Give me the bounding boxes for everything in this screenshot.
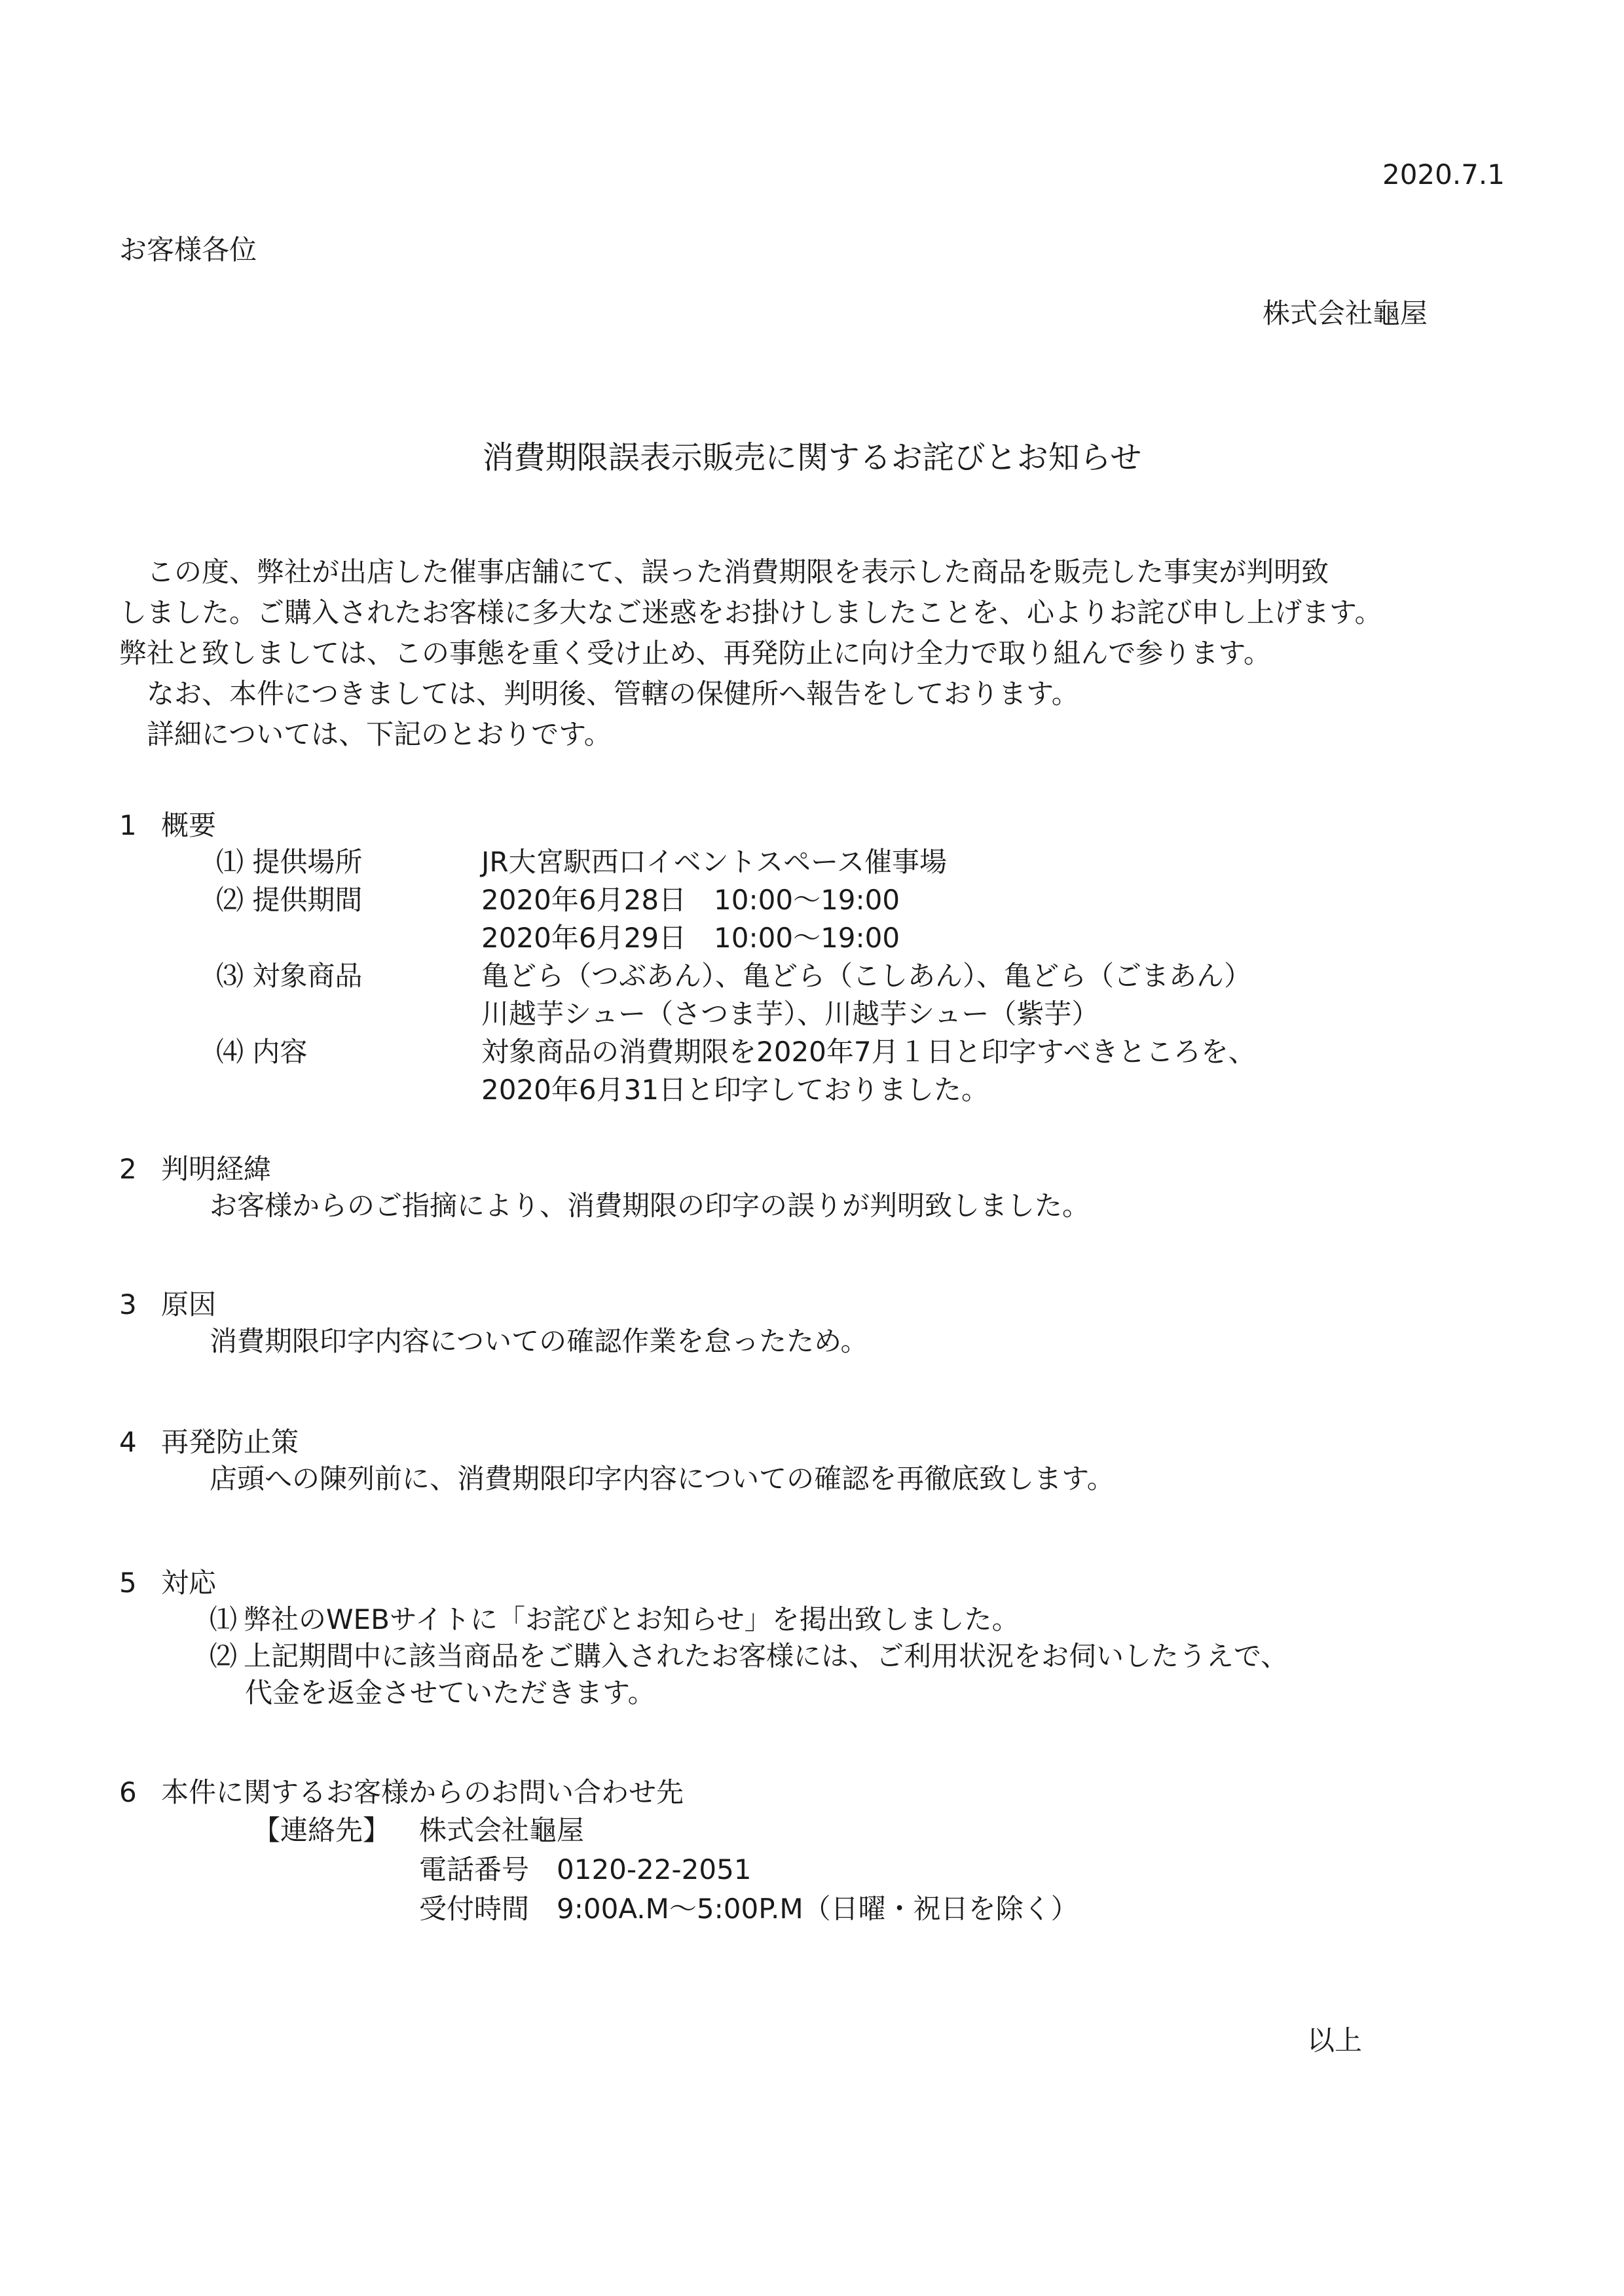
contact-hours: 受付時間 9:00A.M〜5:00P.M（日曜・祝日を除く） <box>419 1893 1079 1925</box>
document-title: 消費期限誤表示販売に関するお詫びとお知らせ <box>482 439 1142 476</box>
section-heading <box>119 1424 1115 1461</box>
response-item-2 <box>119 1638 1288 1675</box>
overview-row-products <box>119 958 1252 996</box>
section-title: 原因 <box>161 1288 217 1321</box>
intro-line: 弊社と致しましては、この事態を重く受け止め、再発防止に向け全力で取り組んで参ります。 <box>119 637 1271 669</box>
row-label: ⑵ 提供期間 <box>216 884 363 916</box>
section-title: 概要 <box>161 809 217 841</box>
section-number: 2 <box>119 1153 137 1185</box>
section-title: 対応 <box>161 1567 217 1599</box>
overview-row-period-cont <box>119 920 900 958</box>
addressee: お客様各位 <box>119 234 257 266</box>
row-value: 川越芋シュー（さつま芋）、川越芋シュー（紫芋） <box>481 998 1099 1030</box>
overview-row-period <box>119 882 900 920</box>
row-value: 亀どら（つぶあん）、亀どら（こしあん）、亀どら（ごまあん） <box>481 960 1252 992</box>
section-number: 3 <box>119 1288 137 1321</box>
section-heading <box>119 1286 868 1323</box>
overview-row-content-cont <box>119 1072 989 1110</box>
overview-row-place <box>119 844 948 882</box>
section-prevention <box>119 1424 1115 1497</box>
item-number: ⑴ <box>210 1603 238 1635</box>
section-title: 判明経緯 <box>161 1153 272 1185</box>
item-text: 弊社のWEBサイトに「お詫びとお知らせ」を掲出致しました。 <box>244 1603 1020 1635</box>
row-value: JR大宮駅西口イベントスペース催事場 <box>481 846 948 878</box>
section-title: 再発防止策 <box>161 1426 299 1458</box>
section-heading <box>119 1565 1288 1601</box>
section-number: 1 <box>119 809 137 841</box>
intro-line: しました。ご購入されたお客様に多大なご迷惑をお掛けしましたことを、心よりお詫び申し上げます。 <box>119 596 1382 629</box>
row-value: 対象商品の消費期限を2020年7月１日と印字すべきところを、 <box>481 1036 1256 1068</box>
response-item-2-cont: 代金を返金させていただきます。 <box>245 1677 655 1709</box>
item-number: ⑵ <box>210 1640 238 1672</box>
section-body: 店頭への陳列前に、消費期限印字内容についての確認を再徹底致します。 <box>210 1463 1115 1495</box>
section-discovery <box>119 1151 1090 1224</box>
contact-label: 【連絡先】 <box>253 1814 391 1846</box>
sender-company: 株式会社龜屋 <box>1262 297 1428 329</box>
section-heading <box>119 1774 684 1811</box>
item-text: 上記期間中に該当商品をご購入されたお客様には、ご利用状況をお伺いしたうえで、 <box>244 1640 1289 1672</box>
section-heading <box>119 1151 1090 1188</box>
section-overview <box>119 807 1256 1110</box>
contact-name-row <box>119 1811 684 1850</box>
section-number: 4 <box>119 1426 137 1458</box>
contact-phone-row <box>119 1850 752 1889</box>
contact-hours-row <box>119 1889 1079 1929</box>
section-response <box>119 1565 1288 1711</box>
contact-phone: 電話番号 0120-22-2051 <box>419 1853 752 1886</box>
row-label: ⑴ 提供場所 <box>216 846 363 878</box>
section-number: 6 <box>119 1776 137 1808</box>
section-cause <box>119 1286 868 1360</box>
overview-row-content <box>119 1034 1256 1072</box>
closing-mark: 以上 <box>1306 2024 1362 2056</box>
section-title: 本件に関するお客様からのお問い合わせ先 <box>161 1776 684 1808</box>
overview-row-products-cont <box>119 996 1099 1034</box>
document-date: 2020.7.1 <box>1382 158 1505 191</box>
row-label: ⑶ 対象商品 <box>216 960 363 992</box>
intro-line: なお、本件につきましては、判明後、管轄の保健所へ報告をしております。 <box>147 678 1079 710</box>
intro-paragraph <box>119 552 1527 755</box>
row-value: 2020年6月29日 10:00〜19:00 <box>481 922 900 954</box>
row-value: 2020年6月31日と印字しておりました。 <box>481 1074 989 1106</box>
contact-company: 株式会社龜屋 <box>419 1814 585 1846</box>
section-body: 消費期限印字内容についての確認作業を怠ったため。 <box>210 1325 868 1357</box>
section-body: お客様からのご指摘により、消費期限の印字の誤りが判明致しました。 <box>210 1190 1090 1222</box>
row-label: ⑷ 内容 <box>216 1036 308 1068</box>
row-value: 2020年6月28日 10:00〜19:00 <box>481 884 900 916</box>
section-number: 5 <box>119 1567 137 1599</box>
intro-line: この度、弊社が出店した催事店舗にて、誤った消費期限を表示した商品を販売した事実が判明致 <box>147 556 1329 588</box>
response-item-1 <box>119 1601 1288 1638</box>
section-heading <box>119 807 216 844</box>
section-contact <box>119 1774 1079 1929</box>
intro-line: 詳細については、下記のとおりです。 <box>147 718 612 750</box>
